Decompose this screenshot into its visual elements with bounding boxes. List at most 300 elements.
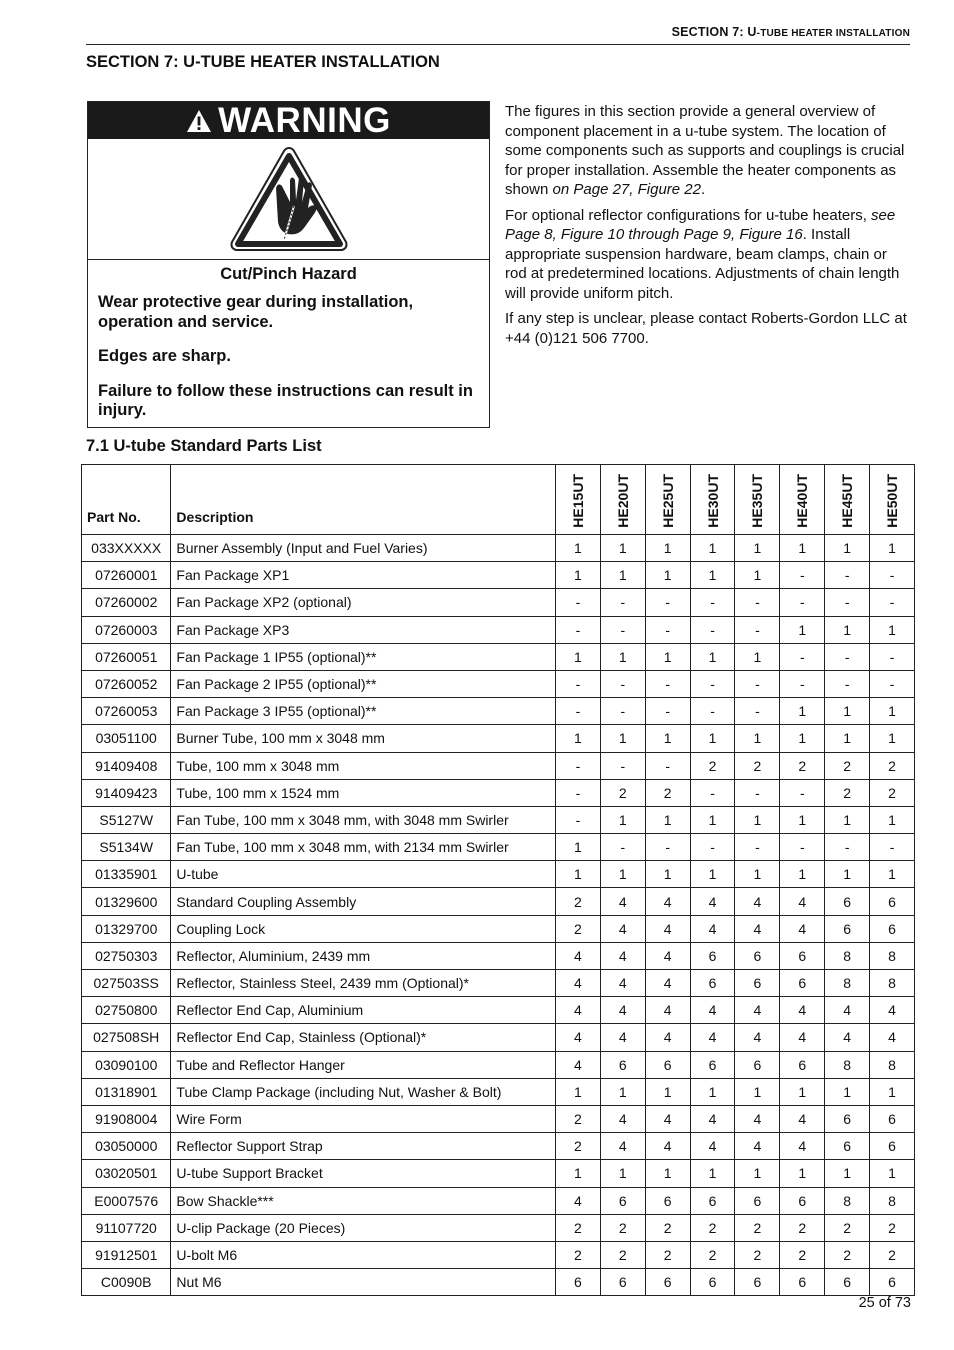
quantity-cell: 2 bbox=[870, 752, 915, 779]
quantity-cell: 1 bbox=[825, 806, 870, 833]
quantity-cell: - bbox=[600, 698, 645, 725]
quantity-cell: 2 bbox=[870, 779, 915, 806]
quantity-cell: 6 bbox=[825, 1269, 870, 1296]
intro-text bbox=[505, 102, 910, 354]
col-model bbox=[825, 465, 870, 535]
intro-p1-end: . bbox=[700, 181, 706, 198]
quantity-cell: 6 bbox=[690, 970, 735, 997]
table-row bbox=[82, 1078, 915, 1105]
quantity-cell: - bbox=[825, 643, 870, 670]
col-model bbox=[600, 465, 645, 535]
parts-table-body bbox=[82, 535, 915, 1296]
quantity-cell: 2 bbox=[555, 1214, 600, 1241]
section-title: SECTION 7: U-TUBE HEATER INSTALLATION bbox=[86, 53, 440, 71]
quantity-cell: 6 bbox=[780, 970, 825, 997]
quantity-cell: 1 bbox=[690, 562, 735, 589]
quantity-cell: - bbox=[555, 589, 600, 616]
quantity-cell: 6 bbox=[735, 1051, 780, 1078]
quantity-cell: 1 bbox=[555, 643, 600, 670]
quantity-cell: 1 bbox=[825, 616, 870, 643]
col-model bbox=[780, 465, 825, 535]
part-number-cell: 02750303 bbox=[82, 942, 171, 969]
quantity-cell: - bbox=[735, 670, 780, 697]
quantity-cell: 6 bbox=[690, 1269, 735, 1296]
quantity-cell: - bbox=[780, 670, 825, 697]
part-number-cell: 91908004 bbox=[82, 1105, 171, 1132]
quantity-cell: 2 bbox=[825, 1214, 870, 1241]
model-label: HE20UT bbox=[614, 474, 631, 528]
quantity-cell: 2 bbox=[600, 1214, 645, 1241]
quantity-cell: 1 bbox=[645, 643, 690, 670]
description-cell: Burner Assembly (Input and Fuel Varies) bbox=[171, 535, 556, 562]
description-cell: Reflector, Stainless Steel, 2439 mm (Optional)* bbox=[171, 970, 556, 997]
description-cell: Fan Package XP2 (optional) bbox=[171, 589, 556, 616]
quantity-cell: 4 bbox=[555, 997, 600, 1024]
quantity-cell: 1 bbox=[780, 698, 825, 725]
table-row bbox=[82, 888, 915, 915]
quantity-cell: 6 bbox=[690, 942, 735, 969]
quantity-cell: 2 bbox=[735, 1214, 780, 1241]
quantity-cell: 1 bbox=[870, 1160, 915, 1187]
quantity-cell: 4 bbox=[555, 1024, 600, 1051]
table-row bbox=[82, 589, 915, 616]
quantity-cell: 2 bbox=[690, 752, 735, 779]
quantity-cell: 1 bbox=[735, 1078, 780, 1105]
quantity-cell: 2 bbox=[780, 752, 825, 779]
quantity-cell: 8 bbox=[825, 970, 870, 997]
quantity-cell: 6 bbox=[690, 1187, 735, 1214]
quantity-cell: 6 bbox=[870, 1133, 915, 1160]
quantity-cell: - bbox=[690, 670, 735, 697]
quantity-cell: 2 bbox=[555, 915, 600, 942]
quantity-cell: 4 bbox=[870, 1024, 915, 1051]
quantity-cell: 4 bbox=[600, 997, 645, 1024]
quantity-cell: - bbox=[735, 779, 780, 806]
quantity-cell: 6 bbox=[825, 1133, 870, 1160]
quantity-cell: 4 bbox=[600, 942, 645, 969]
quantity-cell: 4 bbox=[690, 1133, 735, 1160]
model-label: HE40UT bbox=[794, 474, 811, 528]
quantity-cell: 4 bbox=[645, 915, 690, 942]
col-description: Description bbox=[171, 465, 556, 535]
intro-paragraph-1 bbox=[505, 102, 910, 200]
quantity-cell: 1 bbox=[825, 1160, 870, 1187]
description-cell: Fan Tube, 100 mm x 3048 mm, with 3048 mm Swirler bbox=[171, 806, 556, 833]
quantity-cell: 2 bbox=[690, 1241, 735, 1268]
quantity-cell: 1 bbox=[825, 861, 870, 888]
warning-box bbox=[87, 101, 490, 428]
quantity-cell: 6 bbox=[645, 1269, 690, 1296]
quantity-cell: 6 bbox=[600, 1269, 645, 1296]
quantity-cell: 8 bbox=[870, 1051, 915, 1078]
quantity-cell: - bbox=[600, 752, 645, 779]
quantity-cell: - bbox=[735, 698, 780, 725]
quantity-cell: - bbox=[825, 562, 870, 589]
quantity-cell: 1 bbox=[690, 725, 735, 752]
description-cell: U-clip Package (20 Pieces) bbox=[171, 1214, 556, 1241]
col-model bbox=[870, 465, 915, 535]
table-row bbox=[82, 1051, 915, 1078]
quantity-cell: - bbox=[555, 698, 600, 725]
quantity-cell: 1 bbox=[645, 562, 690, 589]
quantity-cell: 8 bbox=[825, 1187, 870, 1214]
quantity-cell: - bbox=[780, 643, 825, 670]
quantity-cell: 1 bbox=[690, 643, 735, 670]
quantity-cell: 6 bbox=[780, 1187, 825, 1214]
quantity-cell: 4 bbox=[690, 997, 735, 1024]
quantity-cell: 4 bbox=[690, 1105, 735, 1132]
quantity-cell: 1 bbox=[825, 725, 870, 752]
quantity-cell: 1 bbox=[555, 535, 600, 562]
model-label: HE25UT bbox=[659, 474, 676, 528]
quantity-cell: 1 bbox=[555, 834, 600, 861]
quantity-cell: 1 bbox=[735, 535, 780, 562]
warning-protective-gear: Wear protective gear during installation, operation and service. bbox=[98, 293, 414, 331]
table-row bbox=[82, 779, 915, 806]
quantity-cell: - bbox=[600, 616, 645, 643]
quantity-cell: 2 bbox=[555, 888, 600, 915]
quantity-cell: 1 bbox=[735, 725, 780, 752]
quantity-cell: 1 bbox=[870, 1078, 915, 1105]
quantity-cell: 4 bbox=[600, 970, 645, 997]
running-head-main: SECTION 7: U bbox=[671, 25, 757, 39]
figure-10-16-reference: see Page 8, Figure 10 through Page 9, Figure 16 bbox=[505, 206, 896, 243]
table-row bbox=[82, 942, 915, 969]
quantity-cell: 2 bbox=[825, 1241, 870, 1268]
quantity-cell: 1 bbox=[735, 861, 780, 888]
part-number-cell: 91409423 bbox=[82, 779, 171, 806]
quantity-cell: 2 bbox=[780, 1214, 825, 1241]
quantity-cell: 2 bbox=[600, 1241, 645, 1268]
quantity-cell: 4 bbox=[735, 1105, 780, 1132]
quantity-cell: 1 bbox=[645, 535, 690, 562]
part-number-cell: 91409408 bbox=[82, 752, 171, 779]
quantity-cell: 1 bbox=[870, 698, 915, 725]
quantity-cell: 1 bbox=[735, 806, 780, 833]
intro-paragraph-3: If any step is unclear, please contact Roberts-Gordon LLC at +44 (0)121 506 7700. bbox=[505, 310, 907, 347]
description-cell: Reflector Support Strap bbox=[171, 1133, 556, 1160]
quantity-cell: 2 bbox=[690, 1214, 735, 1241]
quantity-cell: 1 bbox=[825, 535, 870, 562]
quantity-cell: 1 bbox=[735, 643, 780, 670]
part-number-cell: E0007576 bbox=[82, 1187, 171, 1214]
quantity-cell: 1 bbox=[645, 861, 690, 888]
col-model bbox=[690, 465, 735, 535]
quantity-cell: 4 bbox=[780, 1024, 825, 1051]
quantity-cell: 2 bbox=[555, 1105, 600, 1132]
table-row bbox=[82, 725, 915, 752]
part-number-cell: 91912501 bbox=[82, 1241, 171, 1268]
quantity-cell: 4 bbox=[735, 1133, 780, 1160]
warning-sharp-edges: Edges are sharp. bbox=[98, 347, 231, 365]
quantity-cell: 1 bbox=[870, 806, 915, 833]
quantity-cell: 4 bbox=[780, 915, 825, 942]
quantity-cell: - bbox=[555, 616, 600, 643]
quantity-cell: - bbox=[780, 779, 825, 806]
quantity-cell: 1 bbox=[735, 562, 780, 589]
quantity-cell: 2 bbox=[600, 779, 645, 806]
part-number-cell: 01335901 bbox=[82, 861, 171, 888]
quantity-cell: 6 bbox=[870, 1269, 915, 1296]
quantity-cell: - bbox=[780, 589, 825, 616]
figure-22-reference: on Page 27, Figure 22 bbox=[552, 181, 701, 198]
quantity-cell: 1 bbox=[690, 1160, 735, 1187]
table-row bbox=[82, 1160, 915, 1187]
quantity-cell: 6 bbox=[645, 1187, 690, 1214]
quantity-cell: 2 bbox=[825, 779, 870, 806]
quantity-cell: - bbox=[555, 670, 600, 697]
warning-injury: Failure to follow these instructions can result in injury. bbox=[98, 381, 473, 419]
warning-art bbox=[88, 139, 489, 260]
quantity-cell: 6 bbox=[735, 970, 780, 997]
col-model bbox=[645, 465, 690, 535]
quantity-cell: 1 bbox=[600, 562, 645, 589]
model-label: HE30UT bbox=[704, 474, 721, 528]
col-part-no: Part No. bbox=[82, 465, 171, 535]
quantity-cell: - bbox=[690, 779, 735, 806]
quantity-cell: 4 bbox=[645, 1024, 690, 1051]
table-row bbox=[82, 806, 915, 833]
quantity-cell: - bbox=[645, 752, 690, 779]
table-row bbox=[82, 1024, 915, 1051]
quantity-cell: 1 bbox=[555, 1160, 600, 1187]
description-cell: Coupling Lock bbox=[171, 915, 556, 942]
quantity-cell: 1 bbox=[690, 535, 735, 562]
part-number-cell: 033XXXXX bbox=[82, 535, 171, 562]
quantity-cell: 1 bbox=[690, 1078, 735, 1105]
cut-hand-hazard-icon bbox=[228, 144, 350, 254]
quantity-cell: - bbox=[825, 589, 870, 616]
quantity-cell: 1 bbox=[780, 806, 825, 833]
quantity-cell: 4 bbox=[735, 997, 780, 1024]
intro-p2-text: For optional reflector configurations for u-tube heaters, bbox=[505, 206, 872, 224]
part-number-cell: 03051100 bbox=[82, 725, 171, 752]
part-number-cell: 07260052 bbox=[82, 670, 171, 697]
quantity-cell: 4 bbox=[735, 915, 780, 942]
part-number-cell: 07260001 bbox=[82, 562, 171, 589]
quantity-cell: 4 bbox=[555, 1187, 600, 1214]
part-number-cell: 07260002 bbox=[82, 589, 171, 616]
part-number-cell: 02750800 bbox=[82, 997, 171, 1024]
warning-triangle-icon bbox=[186, 109, 212, 133]
quantity-cell: 4 bbox=[735, 1024, 780, 1051]
description-cell: Reflector, Aluminium, 2439 mm bbox=[171, 942, 556, 969]
quantity-cell: 2 bbox=[645, 1214, 690, 1241]
quantity-cell: 2 bbox=[870, 1214, 915, 1241]
description-cell: Tube Clamp Package (including Nut, Washer & Bolt) bbox=[171, 1078, 556, 1105]
quantity-cell: - bbox=[600, 834, 645, 861]
quantity-cell: 2 bbox=[870, 1241, 915, 1268]
quantity-cell: - bbox=[600, 589, 645, 616]
quantity-cell: 4 bbox=[780, 1105, 825, 1132]
table-row bbox=[82, 1133, 915, 1160]
quantity-cell: - bbox=[870, 670, 915, 697]
col-model bbox=[555, 465, 600, 535]
quantity-cell: 4 bbox=[600, 1133, 645, 1160]
quantity-cell: 8 bbox=[870, 1187, 915, 1214]
quantity-cell: 1 bbox=[600, 643, 645, 670]
quantity-cell: 1 bbox=[600, 725, 645, 752]
parts-table bbox=[81, 464, 915, 1296]
quantity-cell: - bbox=[690, 698, 735, 725]
table-row bbox=[82, 1187, 915, 1214]
description-cell: Fan Package 1 IP55 (optional)** bbox=[171, 643, 556, 670]
quantity-cell: - bbox=[555, 752, 600, 779]
quantity-cell: - bbox=[780, 562, 825, 589]
quantity-cell: 4 bbox=[735, 888, 780, 915]
quantity-cell: - bbox=[690, 834, 735, 861]
header-rule bbox=[86, 44, 910, 45]
col-model bbox=[735, 465, 780, 535]
quantity-cell: 1 bbox=[825, 1078, 870, 1105]
quantity-cell: - bbox=[735, 589, 780, 616]
description-cell: Fan Package 2 IP55 (optional)** bbox=[171, 670, 556, 697]
quantity-cell: - bbox=[690, 616, 735, 643]
part-number-cell: S5134W bbox=[82, 834, 171, 861]
quantity-cell: 1 bbox=[780, 725, 825, 752]
quantity-cell: - bbox=[735, 616, 780, 643]
quantity-cell: 1 bbox=[600, 1160, 645, 1187]
quantity-cell: 1 bbox=[600, 861, 645, 888]
quantity-cell: 4 bbox=[690, 915, 735, 942]
quantity-cell: 6 bbox=[870, 1105, 915, 1132]
quantity-cell: 4 bbox=[555, 1051, 600, 1078]
description-cell: Burner Tube, 100 mm x 3048 mm bbox=[171, 725, 556, 752]
quantity-cell: - bbox=[870, 562, 915, 589]
quantity-cell: 1 bbox=[555, 861, 600, 888]
running-head-smallcaps: -TUBE HEATER INSTALLATION bbox=[756, 28, 910, 39]
quantity-cell: 6 bbox=[600, 1187, 645, 1214]
model-label: HE35UT bbox=[749, 474, 766, 528]
quantity-cell: 2 bbox=[645, 1241, 690, 1268]
quantity-cell: - bbox=[735, 834, 780, 861]
quantity-cell: - bbox=[870, 643, 915, 670]
table-row bbox=[82, 1214, 915, 1241]
quantity-cell: 4 bbox=[780, 1133, 825, 1160]
quantity-cell: 1 bbox=[690, 861, 735, 888]
part-number-cell: 91107720 bbox=[82, 1214, 171, 1241]
part-number-cell: 03050000 bbox=[82, 1133, 171, 1160]
quantity-cell: 6 bbox=[825, 1105, 870, 1132]
quantity-cell: 1 bbox=[690, 806, 735, 833]
quantity-cell: 4 bbox=[645, 942, 690, 969]
description-cell: Wire Form bbox=[171, 1105, 556, 1132]
description-cell: U-bolt M6 bbox=[171, 1241, 556, 1268]
description-cell: U-tube Support Bracket bbox=[171, 1160, 556, 1187]
quantity-cell: 2 bbox=[735, 1241, 780, 1268]
intro-p1-text: The figures in this section provide a general overview of component placement in a u-tube system. The location of some components such as supports and couplings is crucial for proper installation. Assemble the heater components as shown bbox=[505, 103, 905, 198]
quantity-cell: 1 bbox=[825, 698, 870, 725]
part-number-cell: 01329700 bbox=[82, 915, 171, 942]
quantity-cell: - bbox=[780, 834, 825, 861]
quantity-cell: - bbox=[645, 589, 690, 616]
part-number-cell: 01318901 bbox=[82, 1078, 171, 1105]
quantity-cell: 6 bbox=[870, 915, 915, 942]
quantity-cell: 4 bbox=[780, 888, 825, 915]
quantity-cell: 6 bbox=[735, 1269, 780, 1296]
quantity-cell: - bbox=[645, 616, 690, 643]
quantity-cell: 4 bbox=[600, 915, 645, 942]
quantity-cell: - bbox=[870, 589, 915, 616]
quantity-cell: 1 bbox=[870, 861, 915, 888]
quantity-cell: - bbox=[825, 670, 870, 697]
quantity-cell: 2 bbox=[825, 752, 870, 779]
quantity-cell: 8 bbox=[870, 970, 915, 997]
quantity-cell: - bbox=[555, 779, 600, 806]
quantity-cell: 1 bbox=[870, 535, 915, 562]
quantity-cell: 6 bbox=[825, 915, 870, 942]
part-number-cell: 07260053 bbox=[82, 698, 171, 725]
quantity-cell: 2 bbox=[555, 1133, 600, 1160]
quantity-cell: - bbox=[600, 670, 645, 697]
quantity-cell: 1 bbox=[645, 1160, 690, 1187]
table-row bbox=[82, 535, 915, 562]
hazard-title: Cut/Pinch Hazard bbox=[220, 265, 357, 283]
quantity-cell: 1 bbox=[780, 1078, 825, 1105]
quantity-cell: 1 bbox=[555, 1078, 600, 1105]
parts-table-header bbox=[82, 465, 915, 535]
quantity-cell: 4 bbox=[870, 997, 915, 1024]
quantity-cell: 8 bbox=[825, 942, 870, 969]
quantity-cell: - bbox=[825, 834, 870, 861]
quantity-cell: 6 bbox=[690, 1051, 735, 1078]
parts-list-title: 7.1 U-tube Standard Parts List bbox=[86, 437, 322, 455]
table-row bbox=[82, 562, 915, 589]
description-cell: Tube and Reflector Hanger bbox=[171, 1051, 556, 1078]
quantity-cell: 6 bbox=[780, 942, 825, 969]
part-number-cell: 07260003 bbox=[82, 616, 171, 643]
quantity-cell: 6 bbox=[555, 1269, 600, 1296]
description-cell: Bow Shackle*** bbox=[171, 1187, 556, 1214]
description-cell: Nut M6 bbox=[171, 1269, 556, 1296]
part-number-cell: S5127W bbox=[82, 806, 171, 833]
description-cell: U-tube bbox=[171, 861, 556, 888]
quantity-cell: 1 bbox=[645, 725, 690, 752]
quantity-cell: 4 bbox=[825, 997, 870, 1024]
description-cell: Tube, 100 mm x 3048 mm bbox=[171, 752, 556, 779]
table-row bbox=[82, 1269, 915, 1296]
quantity-cell: - bbox=[645, 698, 690, 725]
quantity-cell: 6 bbox=[780, 1269, 825, 1296]
quantity-cell: 4 bbox=[645, 1133, 690, 1160]
quantity-cell: 8 bbox=[870, 942, 915, 969]
quantity-cell: 2 bbox=[780, 1241, 825, 1268]
quantity-cell: 4 bbox=[600, 888, 645, 915]
model-label: HE50UT bbox=[884, 474, 901, 528]
quantity-cell: 6 bbox=[780, 1051, 825, 1078]
part-number-cell: 03020501 bbox=[82, 1160, 171, 1187]
quantity-cell: - bbox=[645, 670, 690, 697]
quantity-cell: 2 bbox=[645, 779, 690, 806]
quantity-cell: 2 bbox=[735, 752, 780, 779]
quantity-cell: - bbox=[690, 589, 735, 616]
quantity-cell: 1 bbox=[555, 562, 600, 589]
quantity-cell: 6 bbox=[870, 888, 915, 915]
description-cell: Reflector End Cap, Aluminium bbox=[171, 997, 556, 1024]
table-row bbox=[82, 970, 915, 997]
table-row bbox=[82, 752, 915, 779]
table-row bbox=[82, 997, 915, 1024]
table-row bbox=[82, 698, 915, 725]
quantity-cell: 4 bbox=[555, 970, 600, 997]
quantity-cell: 6 bbox=[735, 942, 780, 969]
description-cell: Standard Coupling Assembly bbox=[171, 888, 556, 915]
quantity-cell: - bbox=[555, 806, 600, 833]
quantity-cell: 1 bbox=[555, 725, 600, 752]
quantity-cell: 8 bbox=[825, 1051, 870, 1078]
quantity-cell: 4 bbox=[690, 888, 735, 915]
part-number-cell: 027508SH bbox=[82, 1024, 171, 1051]
